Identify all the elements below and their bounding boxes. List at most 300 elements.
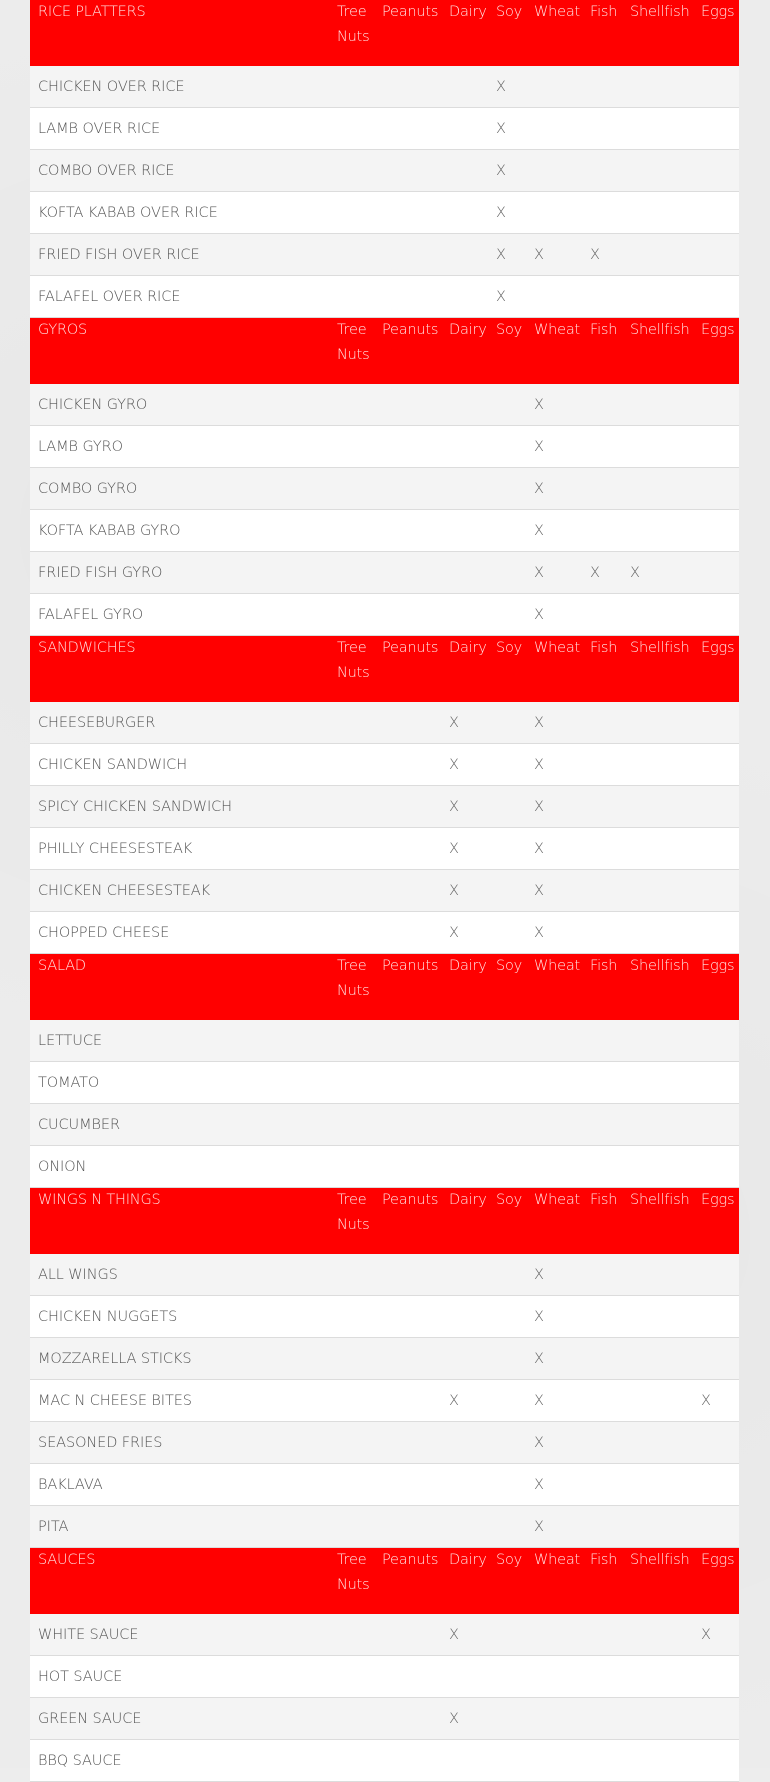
column-header-wheat: Wheat (528, 636, 584, 703)
allergen-cell-dairy (443, 150, 490, 192)
allergen-cell-fish (584, 1422, 624, 1464)
table-row (30, 276, 739, 318)
item-name: FRIED FISH OVER RICE (30, 234, 331, 276)
allergen-cell-soy (490, 912, 528, 954)
table-row (30, 1104, 739, 1146)
allergen-cell-dairy (443, 1296, 490, 1338)
allergen-cell-tree-nuts (331, 192, 376, 234)
allergen-cell-soy (490, 1380, 528, 1422)
allergen-cell-eggs (695, 1464, 739, 1506)
section-title: SALAD (30, 954, 331, 1021)
allergen-cell-eggs (695, 66, 739, 108)
allergen-cell-shellfish (624, 1296, 695, 1338)
allergen-cell-soy (490, 1464, 528, 1506)
allergen-cell-dairy (443, 426, 490, 468)
allergen-cell-eggs (695, 1338, 739, 1380)
allergen-cell-tree-nuts (331, 384, 376, 426)
column-header-shellfish: Shellfish (624, 1188, 695, 1255)
item-name: LAMB OVER RICE (30, 108, 331, 150)
allergen-cell-eggs (695, 384, 739, 426)
allergen-cell-shellfish (624, 108, 695, 150)
allergen-cell-peanuts (376, 744, 443, 786)
allergen-cell-tree-nuts (331, 702, 376, 744)
allergen-cell-soy (490, 1146, 528, 1188)
column-header-tree-nuts: Tree Nuts (331, 1188, 376, 1255)
allergen-cell-fish (584, 1254, 624, 1296)
allergen-cell-tree-nuts (331, 150, 376, 192)
item-name: PHILLY CHEESESTEAK (30, 828, 331, 870)
allergen-cell-fish (584, 1146, 624, 1188)
allergen-cell-soy (490, 1062, 528, 1104)
allergen-cell-wheat: X (528, 594, 584, 636)
allergen-cell-fish (584, 1296, 624, 1338)
allergen-cell-eggs (695, 1422, 739, 1464)
allergen-cell-dairy (443, 1422, 490, 1464)
allergen-cell-wheat: X (528, 1296, 584, 1338)
table-row (30, 234, 739, 276)
allergen-cell-peanuts (376, 234, 443, 276)
item-name: KOFTA KABAB GYRO (30, 510, 331, 552)
item-name: ONION (30, 1146, 331, 1188)
allergen-cell-fish (584, 1464, 624, 1506)
allergen-cell-fish (584, 510, 624, 552)
table-row (30, 384, 739, 426)
allergen-cell-peanuts (376, 468, 443, 510)
table-row (30, 786, 739, 828)
table-row (30, 828, 739, 870)
allergen-cell-peanuts (376, 912, 443, 954)
allergen-cell-wheat: X (528, 1338, 584, 1380)
column-header-dairy: Dairy (443, 954, 490, 1021)
allergen-cell-peanuts (376, 786, 443, 828)
allergen-cell-tree-nuts (331, 1464, 376, 1506)
allergen-cell-wheat (528, 1614, 584, 1656)
allergen-cell-wheat (528, 66, 584, 108)
column-header-fish: Fish (584, 1548, 624, 1615)
allergen-cell-eggs (695, 1146, 739, 1188)
column-header-shellfish: Shellfish (624, 954, 695, 1021)
table-row (30, 1614, 739, 1656)
allergen-cell-fish (584, 744, 624, 786)
allergen-cell-wheat (528, 192, 584, 234)
column-header-fish: Fish (584, 1188, 624, 1255)
allergen-cell-tree-nuts (331, 1698, 376, 1740)
item-name: CHICKEN GYRO (30, 384, 331, 426)
allergen-cell-soy (490, 510, 528, 552)
allergen-cell-tree-nuts (331, 1254, 376, 1296)
allergen-cell-eggs (695, 870, 739, 912)
table-row (30, 870, 739, 912)
allergen-cell-fish (584, 1506, 624, 1548)
allergen-cell-peanuts (376, 192, 443, 234)
column-header-peanuts: Peanuts (376, 954, 443, 1021)
allergen-cell-fish (584, 150, 624, 192)
column-header-wheat: Wheat (528, 954, 584, 1021)
allergen-cell-dairy: X (443, 828, 490, 870)
column-header-wheat: Wheat (528, 0, 584, 66)
allergen-cell-fish (584, 426, 624, 468)
table-row (30, 1020, 739, 1062)
allergen-cell-peanuts (376, 1380, 443, 1422)
item-name: CHICKEN OVER RICE (30, 66, 331, 108)
item-name: CUCUMBER (30, 1104, 331, 1146)
allergen-cell-eggs (695, 552, 739, 594)
column-header-shellfish: Shellfish (624, 318, 695, 385)
allergen-table (30, 0, 739, 1782)
allergen-cell-wheat (528, 150, 584, 192)
column-header-shellfish: Shellfish (624, 1548, 695, 1615)
column-header-eggs: Eggs (695, 0, 739, 66)
allergen-cell-shellfish (624, 594, 695, 636)
column-header-eggs: Eggs (695, 318, 739, 385)
allergen-cell-dairy (443, 1062, 490, 1104)
allergen-cell-wheat: X (528, 744, 584, 786)
allergen-cell-fish (584, 912, 624, 954)
section-header-sauces (30, 1548, 739, 1615)
allergen-cell-soy (490, 870, 528, 912)
item-name: CHOPPED CHEESE (30, 912, 331, 954)
column-header-peanuts: Peanuts (376, 318, 443, 385)
allergen-cell-shellfish (624, 192, 695, 234)
allergen-cell-peanuts (376, 510, 443, 552)
table-row (30, 192, 739, 234)
allergen-cell-shellfish (624, 510, 695, 552)
column-header-fish: Fish (584, 636, 624, 703)
allergen-cell-fish: X (584, 552, 624, 594)
allergen-cell-shellfish (624, 66, 695, 108)
column-header-tree-nuts: Tree Nuts (331, 954, 376, 1021)
allergen-cell-fish (584, 276, 624, 318)
allergen-cell-shellfish (624, 786, 695, 828)
allergen-cell-dairy: X (443, 1380, 490, 1422)
allergen-cell-fish (584, 1740, 624, 1782)
allergen-cell-eggs (695, 1104, 739, 1146)
allergen-cell-shellfish: X (624, 552, 695, 594)
allergen-cell-soy (490, 594, 528, 636)
allergen-cell-dairy (443, 276, 490, 318)
allergen-cell-shellfish (624, 1146, 695, 1188)
table-row (30, 1146, 739, 1188)
allergen-cell-fish (584, 384, 624, 426)
allergen-cell-dairy (443, 192, 490, 234)
table-row (30, 594, 739, 636)
allergen-cell-peanuts (376, 276, 443, 318)
table-row (30, 150, 739, 192)
allergen-cell-shellfish (624, 276, 695, 318)
allergen-cell-fish (584, 468, 624, 510)
allergen-cell-dairy: X (443, 702, 490, 744)
allergen-cell-dairy: X (443, 912, 490, 954)
allergen-cell-wheat (528, 1698, 584, 1740)
allergen-cell-fish (584, 108, 624, 150)
allergen-cell-shellfish (624, 912, 695, 954)
allergen-cell-eggs (695, 786, 739, 828)
allergen-cell-tree-nuts (331, 828, 376, 870)
allergen-cell-shellfish (624, 1464, 695, 1506)
allergen-cell-peanuts (376, 1254, 443, 1296)
allergen-cell-tree-nuts (331, 1020, 376, 1062)
item-name: CHEESEBURGER (30, 702, 331, 744)
column-header-dairy: Dairy (443, 1188, 490, 1255)
allergen-cell-tree-nuts (331, 786, 376, 828)
column-header-wheat: Wheat (528, 1548, 584, 1615)
allergen-cell-eggs (695, 1254, 739, 1296)
allergen-cell-soy (490, 1422, 528, 1464)
allergen-cell-fish (584, 870, 624, 912)
table-row (30, 468, 739, 510)
column-header-shellfish: Shellfish (624, 636, 695, 703)
allergen-cell-fish (584, 1698, 624, 1740)
column-header-fish: Fish (584, 954, 624, 1021)
table-row (30, 744, 739, 786)
allergen-cell-peanuts (376, 108, 443, 150)
allergen-cell-soy (490, 426, 528, 468)
section-title: SAUCES (30, 1548, 331, 1615)
allergen-cell-wheat: X (528, 552, 584, 594)
allergen-cell-dairy: X (443, 744, 490, 786)
table-row (30, 1380, 739, 1422)
allergen-cell-tree-nuts (331, 1338, 376, 1380)
allergen-cell-tree-nuts (331, 1062, 376, 1104)
item-name: COMBO GYRO (30, 468, 331, 510)
allergen-cell-shellfish (624, 1380, 695, 1422)
allergen-cell-shellfish (624, 744, 695, 786)
allergen-cell-soy (490, 1104, 528, 1146)
allergen-cell-eggs (695, 912, 739, 954)
table-row (30, 1656, 739, 1698)
allergen-cell-dairy (443, 594, 490, 636)
allergen-cell-soy: X (490, 108, 528, 150)
allergen-cell-eggs: X (695, 1380, 739, 1422)
allergen-cell-dairy (443, 1146, 490, 1188)
allergen-cell-fish (584, 702, 624, 744)
allergen-cell-shellfish (624, 1614, 695, 1656)
table-row (30, 426, 739, 468)
table-row (30, 1740, 739, 1782)
allergen-cell-dairy (443, 1254, 490, 1296)
allergen-cell-peanuts (376, 1422, 443, 1464)
allergen-cell-peanuts (376, 66, 443, 108)
allergen-cell-tree-nuts (331, 552, 376, 594)
allergen-cell-eggs (695, 108, 739, 150)
allergen-cell-soy (490, 1698, 528, 1740)
allergen-cell-eggs (695, 1296, 739, 1338)
allergen-cell-dairy (443, 1506, 490, 1548)
section-title: SANDWICHES (30, 636, 331, 703)
column-header-fish: Fish (584, 0, 624, 66)
allergen-cell-wheat: X (528, 828, 584, 870)
item-name: LAMB GYRO (30, 426, 331, 468)
allergen-cell-wheat (528, 276, 584, 318)
column-header-peanuts: Peanuts (376, 1188, 443, 1255)
column-header-fish: Fish (584, 318, 624, 385)
allergen-cell-fish (584, 786, 624, 828)
table-row (30, 1506, 739, 1548)
item-name: MOZZARELLA STICKS (30, 1338, 331, 1380)
allergen-cell-eggs (695, 276, 739, 318)
column-header-tree-nuts: Tree Nuts (331, 0, 376, 66)
allergen-cell-soy (490, 702, 528, 744)
allergen-cell-dairy: X (443, 1698, 490, 1740)
allergen-cell-wheat: X (528, 426, 584, 468)
allergen-cell-dairy (443, 108, 490, 150)
allergen-cell-shellfish (624, 1740, 695, 1782)
column-header-peanuts: Peanuts (376, 636, 443, 703)
allergen-cell-dairy (443, 1104, 490, 1146)
allergen-cell-tree-nuts (331, 1104, 376, 1146)
allergen-cell-shellfish (624, 1062, 695, 1104)
allergen-cell-wheat: X (528, 1380, 584, 1422)
allergen-cell-soy (490, 1614, 528, 1656)
column-header-dairy: Dairy (443, 636, 490, 703)
column-header-tree-nuts: Tree Nuts (331, 1548, 376, 1615)
allergen-cell-soy (490, 786, 528, 828)
item-name: LETTUCE (30, 1020, 331, 1062)
item-name: BAKLAVA (30, 1464, 331, 1506)
allergen-cell-eggs (695, 150, 739, 192)
table-row (30, 66, 739, 108)
allergen-cell-dairy (443, 510, 490, 552)
column-header-tree-nuts: Tree Nuts (331, 318, 376, 385)
allergen-cell-eggs (695, 1506, 739, 1548)
allergen-cell-peanuts (376, 594, 443, 636)
item-name: ALL WINGS (30, 1254, 331, 1296)
allergen-cell-soy (490, 744, 528, 786)
allergen-cell-dairy (443, 552, 490, 594)
allergen-cell-eggs (695, 1062, 739, 1104)
allergen-cell-soy (490, 1338, 528, 1380)
column-header-soy: Soy (490, 1188, 528, 1255)
table-row (30, 1338, 739, 1380)
allergen-cell-dairy (443, 1020, 490, 1062)
item-name: SPICY CHICKEN SANDWICH (30, 786, 331, 828)
allergen-cell-peanuts (376, 552, 443, 594)
column-header-eggs: Eggs (695, 636, 739, 703)
allergen-cell-tree-nuts (331, 66, 376, 108)
allergen-cell-soy (490, 1740, 528, 1782)
column-header-eggs: Eggs (695, 1548, 739, 1615)
column-header-soy: Soy (490, 0, 528, 66)
allergen-cell-eggs (695, 468, 739, 510)
allergen-cell-shellfish (624, 384, 695, 426)
column-header-soy: Soy (490, 318, 528, 385)
allergen-cell-soy: X (490, 276, 528, 318)
allergen-cell-fish (584, 1020, 624, 1062)
allergen-cell-eggs (695, 510, 739, 552)
allergen-cell-eggs (695, 426, 739, 468)
allergen-cell-fish (584, 66, 624, 108)
table-row (30, 1464, 739, 1506)
allergen-cell-dairy (443, 1740, 490, 1782)
allergen-cell-wheat: X (528, 912, 584, 954)
section-header-rice-platters (30, 0, 739, 66)
allergen-cell-peanuts (376, 426, 443, 468)
allergen-cell-shellfish (624, 1020, 695, 1062)
allergen-cell-shellfish (624, 1104, 695, 1146)
allergen-cell-eggs: X (695, 1614, 739, 1656)
item-name: HOT SAUCE (30, 1656, 331, 1698)
allergen-cell-fish (584, 828, 624, 870)
allergen-cell-peanuts (376, 1464, 443, 1506)
allergen-cell-eggs (695, 234, 739, 276)
allergen-cell-shellfish (624, 1254, 695, 1296)
allergen-cell-peanuts (376, 1020, 443, 1062)
item-name: COMBO OVER RICE (30, 150, 331, 192)
allergen-cell-shellfish (624, 1656, 695, 1698)
item-name: CHICKEN CHEESESTEAK (30, 870, 331, 912)
allergen-cell-fish: X (584, 234, 624, 276)
allergen-cell-dairy: X (443, 786, 490, 828)
item-name: FALAFEL OVER RICE (30, 276, 331, 318)
allergen-cell-tree-nuts (331, 1146, 376, 1188)
allergen-cell-tree-nuts (331, 234, 376, 276)
allergen-cell-soy (490, 1254, 528, 1296)
allergen-cell-tree-nuts (331, 426, 376, 468)
allergen-cell-wheat: X (528, 786, 584, 828)
allergen-cell-dairy (443, 468, 490, 510)
allergen-cell-dairy (443, 1464, 490, 1506)
allergen-cell-eggs (695, 702, 739, 744)
allergen-cell-peanuts (376, 1740, 443, 1782)
table-row (30, 552, 739, 594)
allergen-cell-shellfish (624, 468, 695, 510)
column-header-wheat: Wheat (528, 1188, 584, 1255)
allergen-cell-tree-nuts (331, 1740, 376, 1782)
allergen-cell-wheat (528, 1062, 584, 1104)
section-title: GYROS (30, 318, 331, 385)
column-header-tree-nuts: Tree Nuts (331, 636, 376, 703)
allergen-cell-peanuts (376, 1146, 443, 1188)
allergen-cell-dairy: X (443, 1614, 490, 1656)
allergen-cell-peanuts (376, 1656, 443, 1698)
allergen-cell-soy: X (490, 192, 528, 234)
allergen-cell-eggs (695, 192, 739, 234)
section-header-sandwiches (30, 636, 739, 703)
allergen-cell-eggs (695, 1740, 739, 1782)
allergen-cell-shellfish (624, 1698, 695, 1740)
allergen-cell-fish (584, 192, 624, 234)
allergen-cell-wheat: X (528, 1506, 584, 1548)
table-row (30, 1698, 739, 1740)
allergen-cell-wheat (528, 1656, 584, 1698)
allergen-cell-soy (490, 1506, 528, 1548)
item-name: FALAFEL GYRO (30, 594, 331, 636)
allergen-cell-eggs (695, 828, 739, 870)
item-name: WHITE SAUCE (30, 1614, 331, 1656)
allergen-cell-wheat: X (528, 468, 584, 510)
allergen-cell-wheat: X (528, 510, 584, 552)
allergen-cell-shellfish (624, 702, 695, 744)
allergen-cell-shellfish (624, 1338, 695, 1380)
column-header-eggs: Eggs (695, 1188, 739, 1255)
allergen-cell-wheat: X (528, 870, 584, 912)
allergen-cell-soy: X (490, 234, 528, 276)
allergen-cell-tree-nuts (331, 276, 376, 318)
column-header-peanuts: Peanuts (376, 1548, 443, 1615)
allergen-cell-shellfish (624, 426, 695, 468)
allergen-cell-tree-nuts (331, 744, 376, 786)
section-title: WINGS N THINGS (30, 1188, 331, 1255)
item-name: CHICKEN SANDWICH (30, 744, 331, 786)
allergen-cell-peanuts (376, 702, 443, 744)
allergen-cell-dairy (443, 1656, 490, 1698)
column-header-soy: Soy (490, 954, 528, 1021)
allergen-cell-shellfish (624, 234, 695, 276)
allergen-cell-soy (490, 468, 528, 510)
item-name: GREEN SAUCE (30, 1698, 331, 1740)
allergen-cell-tree-nuts (331, 1296, 376, 1338)
allergen-cell-wheat (528, 1020, 584, 1062)
